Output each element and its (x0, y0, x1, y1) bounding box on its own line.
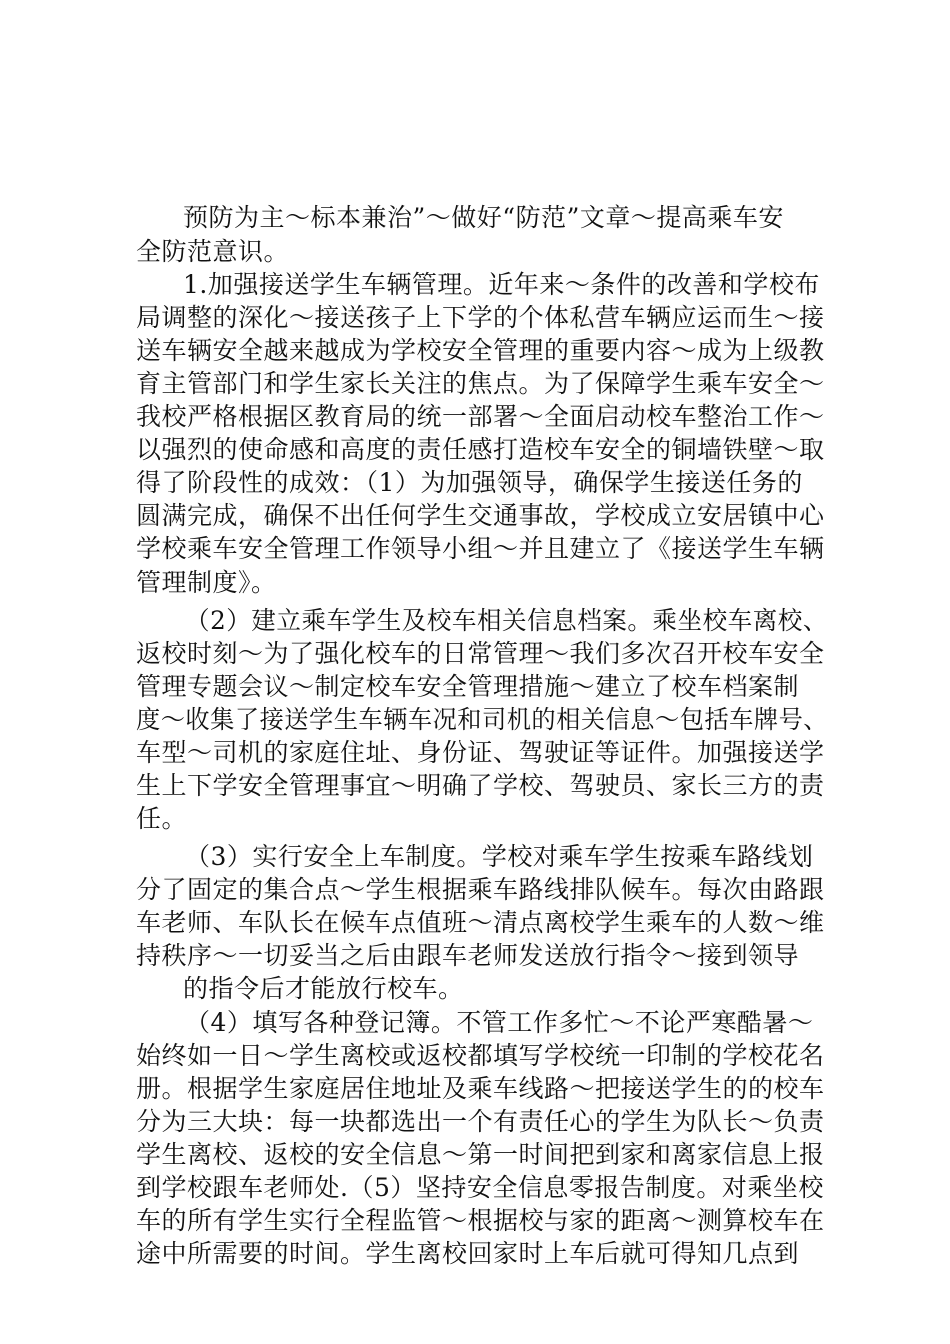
text-line: 得了阶段性的成效：（1）为加强领导，确保学生接送任务的 (136, 468, 803, 497)
text-line: 持秩序～一切妥当之后由跟车老师发送放行指令～接到领导 (136, 941, 800, 970)
text-line: 分为三大块：每一块都选出一个有责任心的学生为队长～负责 (136, 1107, 825, 1136)
text-line: 途中所需要的时间。学生离校回家时上车后就可得知几点到 (136, 1239, 800, 1268)
text-line: 的指令后才能放行校车。 (183, 974, 464, 1003)
text-line: （4）填写各种登记簿。不管工作多忙～不论严寒酷暑～ (185, 1008, 814, 1037)
text-line: 我校严格根据区教育局的统一部署～全面启动校车整治工作～ (136, 402, 825, 431)
text-line: 学生离校、返校的安全信息～第一时间把到家和离家信息上报 (136, 1140, 825, 1169)
text-line: 车型～司机的家庭住址、身份证、驾驶证等证件。加强接送学 (136, 738, 825, 767)
text-line: （2）建立乘车学生及校车相关信息档案。乘坐校车离校、 (185, 606, 828, 635)
text-line: 到学校跟车老师处.（5）坚持安全信息零报告制度。对乘坐校 (136, 1173, 824, 1202)
text-line: 学校乘车安全管理工作领导小组～并且建立了《接送学生车辆 (136, 534, 825, 563)
text-line: 册。根据学生家庭居住地址及乘车线路～把接送学生的的校车 (136, 1074, 825, 1103)
text-line: 生上下学安全管理事宜～明确了学校、驾驶员、家长三方的责 (136, 771, 825, 800)
text-line: 全防范意识。 (136, 237, 290, 266)
text-line: 车老师、车队长在候车点值班～清点离校学生乘车的人数～维 (136, 908, 825, 937)
text-line: 始终如一日～学生离校或返校都填写学校统一印制的学校花名 (136, 1041, 825, 1070)
text-line: 局调整的深化～接送孩子上下学的个体私营车辆应运而生～接 (136, 303, 825, 332)
text-line: 管理制度》。 (136, 568, 277, 597)
text-line: 管理专题会议～制定校车安全管理措施～建立了校车档案制 (136, 672, 800, 701)
text-line: 圆满完成，确保不出任何学生交通事故，学校成立安居镇中心 (136, 501, 825, 530)
text-line: （3）实行安全上车制度。学校对乘车学生按乘车路线划 (185, 842, 814, 871)
text-line: 育主管部门和学生家长关注的焦点。为了保障学生乘车安全～ (136, 369, 825, 398)
text-line: 度～收集了接送学生车辆车况和司机的相关信息～包括车牌号、 (136, 705, 829, 734)
text-line: 送车辆安全越来越成为学校安全管理的重要内容～成为上级教 (136, 336, 825, 365)
text-line: 预防为主～标本兼治”～做好“防范”文章～提高乘车安 (183, 203, 784, 232)
text-line: 以强烈的使命感和高度的责任感打造校车安全的铜墙铁壁～取 (136, 435, 825, 464)
text-line: 车的所有学生实行全程监管～根据校与家的距离～测算校车在 (136, 1206, 825, 1235)
text-line: 1.加强接送学生车辆管理。近年来～条件的改善和学校布 (183, 270, 820, 299)
text-line: 分了固定的集合点～学生根据乘车路线排队候车。每次由路跟 (136, 875, 825, 904)
text-line: 任。 (136, 804, 188, 833)
text-line: 返校时刻～为了强化校车的日常管理～我们多次召开校车安全 (136, 639, 825, 668)
